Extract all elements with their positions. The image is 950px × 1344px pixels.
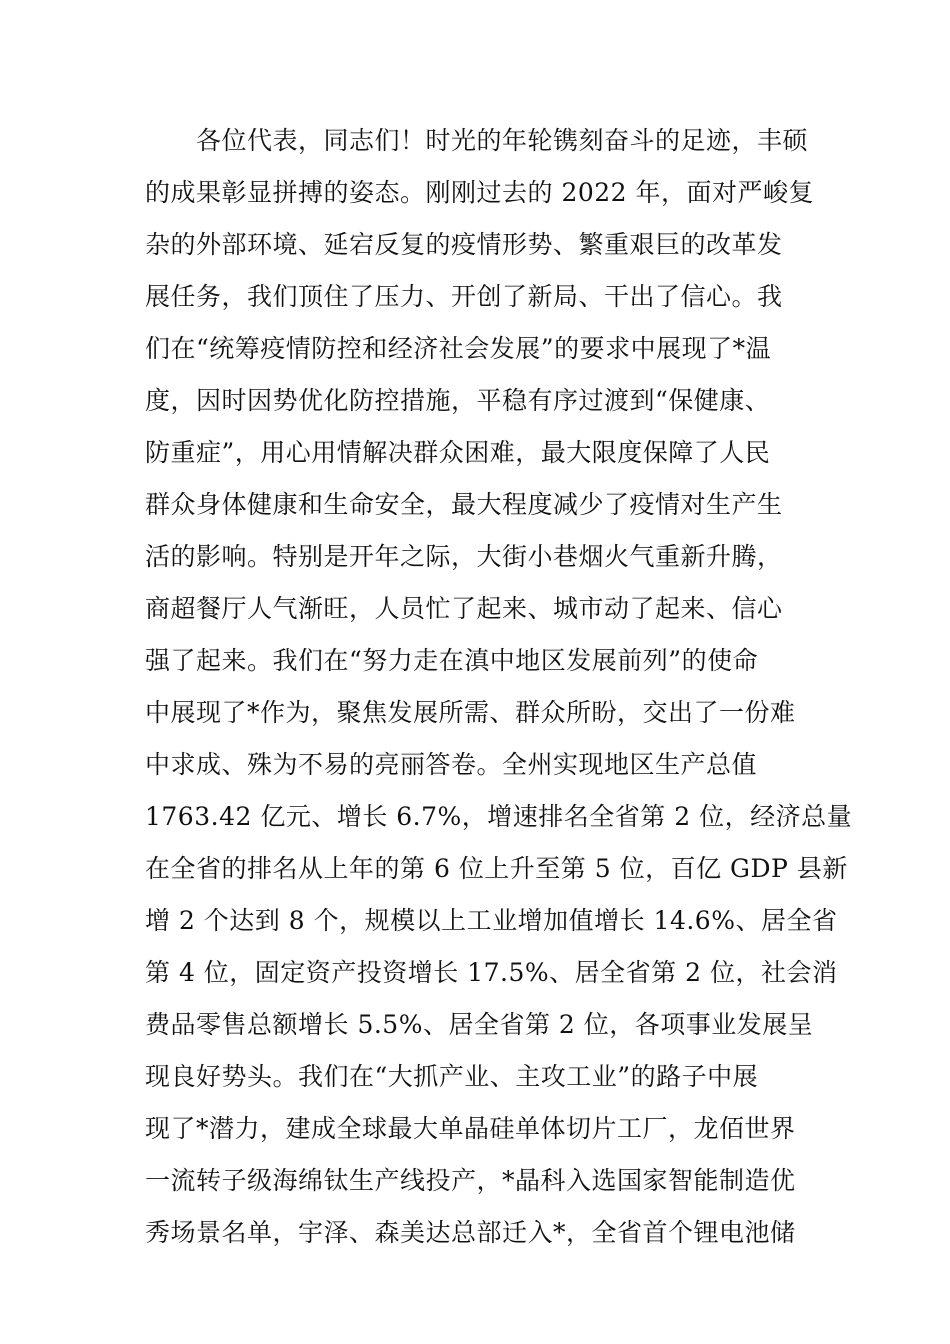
text-line-1: 各位代表，同志们！时光的年轮镌刻奋斗的足迹，丰硕 [145,126,809,155]
text-line-17: 第 4 位，固定资产投资增长 17.5%、居全省第 2 位，社会消 [145,958,838,987]
text-line-7: 防重症”，用心用情解决群众困难，最大限度保障了人民 [145,438,771,467]
text-line-19: 现良好势头。我们在“大抓产业、主攻工业”的路子中展 [145,1062,759,1091]
text-line-18: 费品零售总额增长 5.5%、居全省第 2 位，各项事业发展呈 [145,1010,814,1039]
text-line-21: 一流转子级海绵钛生产线投产，*晶科入选国家智能制造优 [145,1166,796,1195]
body-text [145,115,853,1259]
text-line-10: 商超餐厅人气渐旺，人员忙了起来、城市动了起来、信心 [145,594,783,623]
text-line-6: 度，因时因势优化防控措施，平稳有序过渡到“保健康、 [145,386,771,415]
text-line-4: 展任务，我们顶住了压力、开创了新局、干出了信心。我 [145,282,783,311]
text-line-13: 中求成、殊为不易的亮丽答卷。全州实现地区生产总值 [145,750,758,779]
text-line-15: 在全省的排名从上年的第 6 位上升至第 5 位，百亿 GDP 县新 [145,854,848,883]
text-line-16: 增 2 个达到 8 个，规模以上工业增加值增长 14.6%、居全省 [145,906,838,935]
text-line-14: 1763.42 亿元、增长 6.7%，增速排名全省第 2 位，经济总量 [145,802,853,831]
text-line-5: 们在“统筹疫情防控和经济社会发展”的要求中展现了*温 [145,334,772,363]
text-line-11: 强了起来。我们在“努力走在滇中地区发展前列”的使命 [145,646,759,675]
text-line-3: 杂的外部环境、延宕反复的疫情形势、繁重艰巨的改革发 [145,230,783,259]
text-line-12: 中展现了*作为，聚焦发展所需、群众所盼，交出了一份难 [145,698,796,727]
text-line-9: 活的影响。特别是开年之际，大街小巷烟火气重新升腾， [145,542,783,571]
text-line-20: 现了*潜力，建成全球最大单晶硅单体切片工厂，龙佰世界 [145,1114,796,1143]
text-line-2: 的成果彰显拼搏的姿态。刚刚过去的 2022 年，面对严峻复 [145,178,815,207]
text-line-22: 秀场景名单，宇泽、森美达总部迁入*，全省首个锂电池储 [145,1218,796,1247]
text-line-8: 群众身体健康和生命安全，最大程度减少了疫情对生产生 [145,490,783,519]
